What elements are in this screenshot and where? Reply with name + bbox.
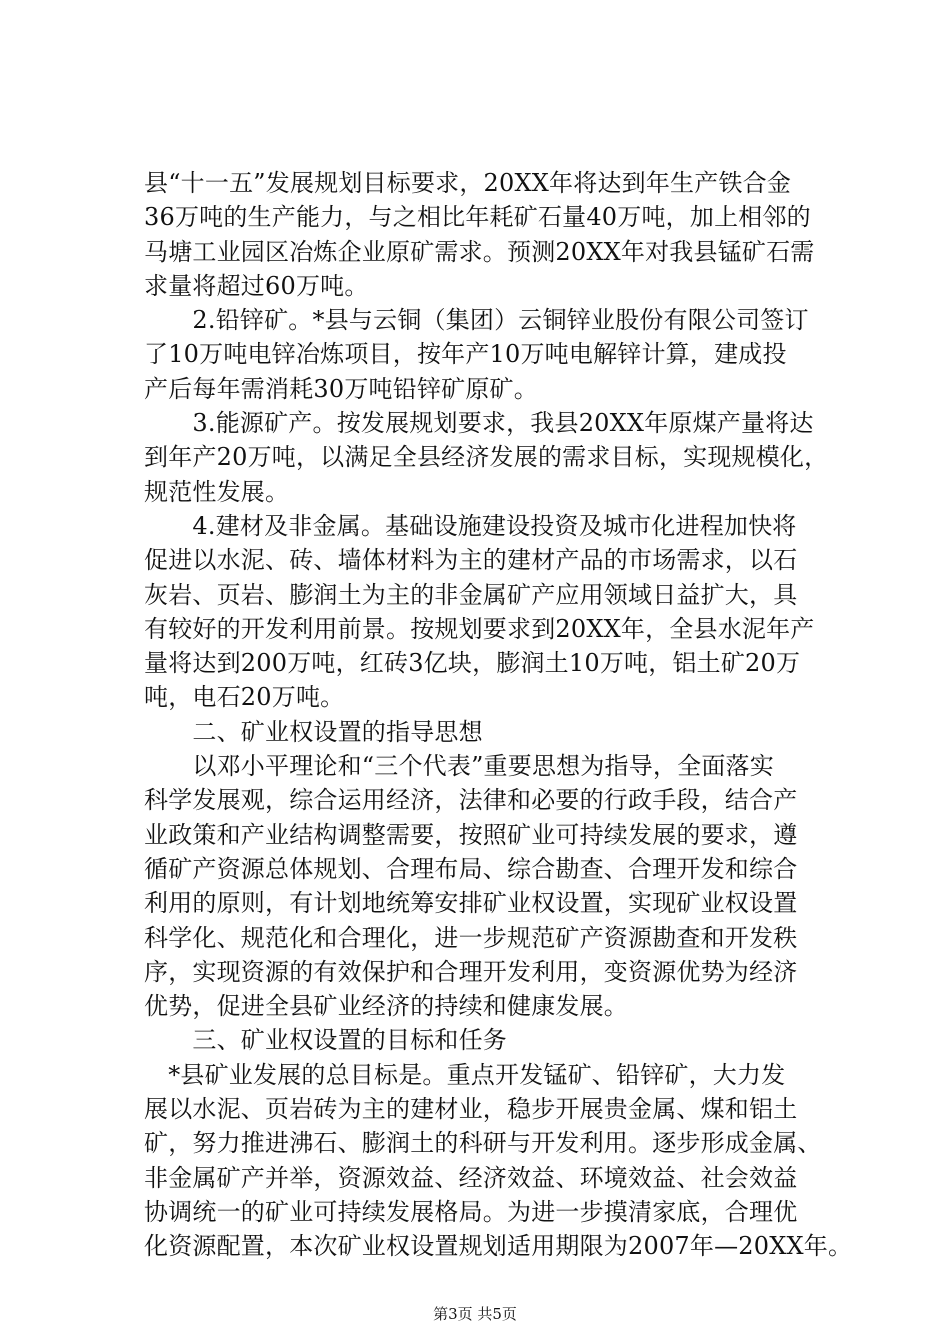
text-line: 非金属矿产并举，资源效益、经济效益、环境效益、社会效益 xyxy=(144,1163,798,1192)
page-number-footer: 第3页 共5页 xyxy=(433,1305,517,1323)
text-line: 马塘工业园区冶炼企业原矿需求。预测20XX年对我县锰矿石需 xyxy=(144,237,815,266)
text-line: 到年产20万吨，以满足全县经济发展的需求目标，实现规模化， xyxy=(144,443,829,472)
text-line: 协调统一的矿业可持续发展格局。为进一步摸清家底，合理优 xyxy=(144,1197,798,1226)
text-line: 科学发展观，综合运用经济，法律和必要的行政手段，结合产 xyxy=(144,786,798,815)
text-line: 灰岩、页岩、膨润土为主的非金属矿产应用领域日益扩大，具 xyxy=(144,580,798,609)
text-line: 科学化、规范化和合理化，进一步规范矿产资源勘查和开发秩 xyxy=(144,923,798,952)
text-line: 县“十一五”发展规划目标要求，20XX年将达到年生产铁合金 xyxy=(144,169,792,197)
text-line: 序，实现资源的有效保护和合理开发利用，变资源优势为经济 xyxy=(144,957,798,986)
text-line: 有较好的开发利用前景。按规划要求到20XX年，全县水泥年产 xyxy=(144,614,815,643)
section-heading: 二、矿业权设置的指导思想 xyxy=(144,717,483,746)
text-line: 展以水泥、页岩砖为主的建材业，稳步开展贵金属、煤和铝土 xyxy=(144,1095,798,1124)
section-heading: 三、矿业权设置的目标和任务 xyxy=(144,1026,507,1055)
text-line: 了10万吨电锌冶炼项目，按年产10万吨电解锌计算，建成投 xyxy=(144,340,787,369)
text-line: 求量将超过60万吨。 xyxy=(144,271,369,300)
text-line: 业政策和产业结构调整需要，按照矿业可持续发展的要求，遵 xyxy=(144,820,798,849)
text-line: 优势，促进全县矿业经济的持续和健康发展。 xyxy=(144,992,628,1021)
document-body xyxy=(144,166,853,1264)
text-line: *县矿业发展的总目标是。重点开发锰矿、铅锌矿，大力发 xyxy=(144,1060,786,1089)
text-line: 利用的原则，有计划地统筹安排矿业权设置，实现矿业权设置 xyxy=(144,889,798,918)
text-line: 规范性发展。 xyxy=(144,477,290,506)
text-line: 促进以水泥、砖、墙体材料为主的建材产品的市场需求，以石 xyxy=(144,546,798,575)
text-line: 化资源配置，本次矿业权设置规划适用期限为2007年—20XX年。 xyxy=(144,1232,853,1261)
text-line: 吨，电石20万吨。 xyxy=(144,683,345,712)
text-line: 循矿产资源总体规划、合理布局、综合勘查、合理开发和综合 xyxy=(144,854,798,883)
text-line: 矿，努力推进沸石、膨润土的科研与开发利用。逐步形成金属、 xyxy=(144,1129,822,1158)
text-line: 3.能源矿产。按发展规划要求，我县20XX年原煤产量将达 xyxy=(144,409,814,438)
text-line: 产后每年需消耗30万吨铅锌矿原矿。 xyxy=(144,374,538,403)
text-line: 2.铅锌矿。*县与云铜（集团）云铜锌业股份有限公司签订 xyxy=(144,306,809,335)
text-line: 4.建材及非金属。基础设施建设投资及城市化进程加快将 xyxy=(144,511,797,540)
text-line: 36万吨的生产能力，与之相比年耗矿石量40万吨，加上相邻的 xyxy=(144,203,811,232)
text-line: 量将达到200万吨，红砖3亿块，膨润土10万吨，铝土矿20万 xyxy=(144,649,801,678)
text-line: 以邓小平理论和“三个代表”重要思想为指导，全面落实 xyxy=(144,752,774,781)
